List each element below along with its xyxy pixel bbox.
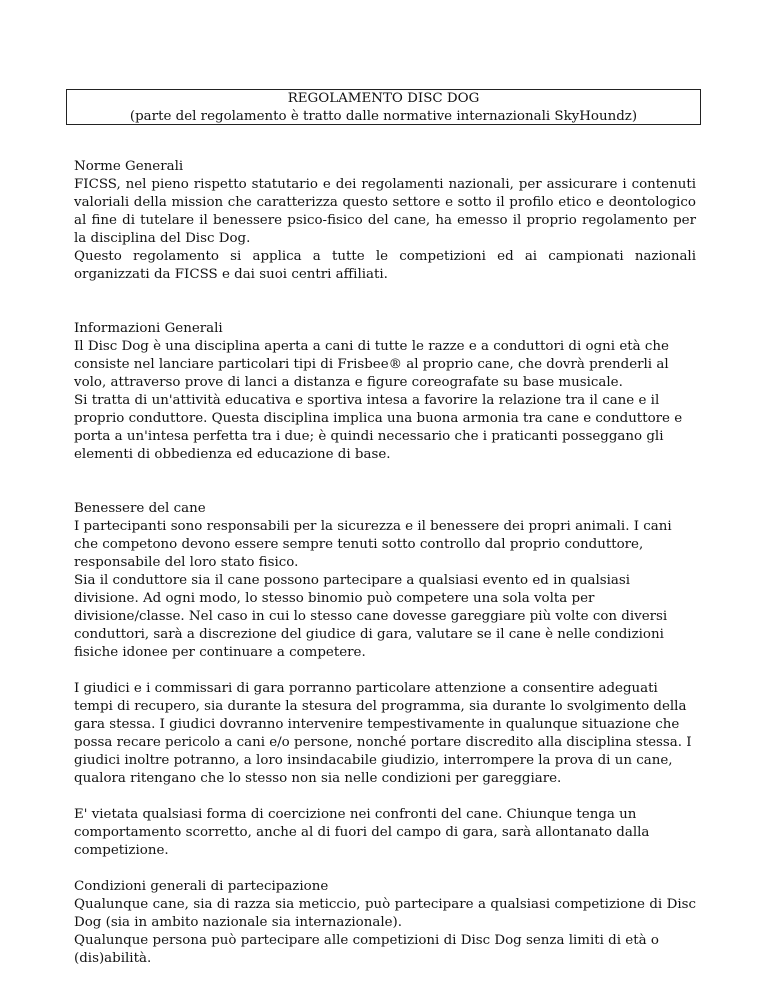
section-heading: Informazioni Generali <box>74 321 223 336</box>
section-informazioni-generali <box>74 320 696 464</box>
section-condizioni-generali <box>74 878 696 968</box>
paragraph: Qualunque persona può partecipare alle competizioni di Disc Dog senza limiti di età o (dis)abilità. <box>74 933 659 966</box>
paragraph: Si tratta di un'attività educativa e sportiva intesa a favorire la relazione tra il cane e il proprio conduttore. Questa disciplina implica una buona armonia tra cane e conduttore e porta a un'intesa perfetta tra i due; è quindi necessario che i praticanti posseggano gli elementi di obbedienza ed educazione di base. <box>74 393 683 462</box>
section-heading: Norme Generali <box>74 159 184 174</box>
document-title: REGOLAMENTO DISC DOG <box>287 91 480 106</box>
paragraph: FICSS, nel pieno rispetto statutario e dei regolamenti nazionali, per assicurare i contenuti valoriali della mission che caratterizza questo settore e sotto il profilo etico e deontologico al fine di tutelare il benessere psico-fisico del cane, ha emesso il proprio regolamento per la disciplina del Disc Dog. <box>74 177 696 246</box>
paragraph: Questo regolamento si applica a tutte le competizioni ed ai campionati nazionali organizzati da FICSS e dai suoi centri affiliati. <box>74 249 696 282</box>
paragraph: Sia il conduttore sia il cane possono partecipare a qualsiasi evento ed in qualsiasi divisione. Ad ogni modo, lo stesso binomio può competere una sola volta per divisione/classe. Nel caso in cui lo stesso cane dovesse gareggiare più volte con diversi conduttori, sarà a discrezione del giudice di gara, valutare se il cane è nelle condizioni fisiche idonee per continuare a competere. <box>74 573 668 660</box>
title-box <box>66 89 701 125</box>
document-subtitle: (parte del regolamento è tratto dalle normative internazionali SkyHoundz) <box>129 109 638 124</box>
section-norme-generali <box>74 158 696 284</box>
paragraph: E' vietata qualsiasi forma di coercizione nei confronti del cane. Chiunque tenga un comportamento scorretto, anche al di fuori del campo di gara, sarà allontanato dalla competizione. <box>74 807 650 858</box>
paragraph: Qualunque cane, sia di razza sia meticcio, può partecipare a qualsiasi competizione di Disc Dog (sia in ambito nazionale sia internazionale). <box>74 897 696 930</box>
paragraph: I giudici e i commissari di gara porranno particolare attenzione a consentire adeguati tempi di recupero, sia durante la stesura del programma, sia durante lo svolgimento della gara stessa. I giudici dovranno intervenire tempestivamente in qualunque situazione che possa recare pericolo a cani e/o persone, nonché portare discredito alla disciplina stessa. I giudici inoltre potranno, a loro insindacabile giudizio, interrompere la prova di un cane, qualora ritengano che lo stesso non sia nelle condizioni per gareggiare. <box>74 681 692 786</box>
paragraph: I partecipanti sono responsabili per la sicurezza e il benessere dei propri animali. I cani che competono devono essere sempre tenuti sotto controllo dal proprio conduttore, responsabile del loro stato fisico. <box>74 519 672 570</box>
section-heading: Benessere del cane <box>74 501 206 516</box>
section-heading: Condizioni generali di partecipazione <box>74 879 329 894</box>
paragraph: Il Disc Dog è una disciplina aperta a cani di tutte le razze e a conduttori di ogni età che consiste nel lanciare particolari tipi di Frisbee® al proprio cane, che dovrà prenderli al volo, attraverso prove di lanci a distanza e figure coreografate su base musicale. <box>74 339 669 390</box>
section-benessere-del-cane <box>74 500 696 860</box>
document-body <box>74 158 696 968</box>
